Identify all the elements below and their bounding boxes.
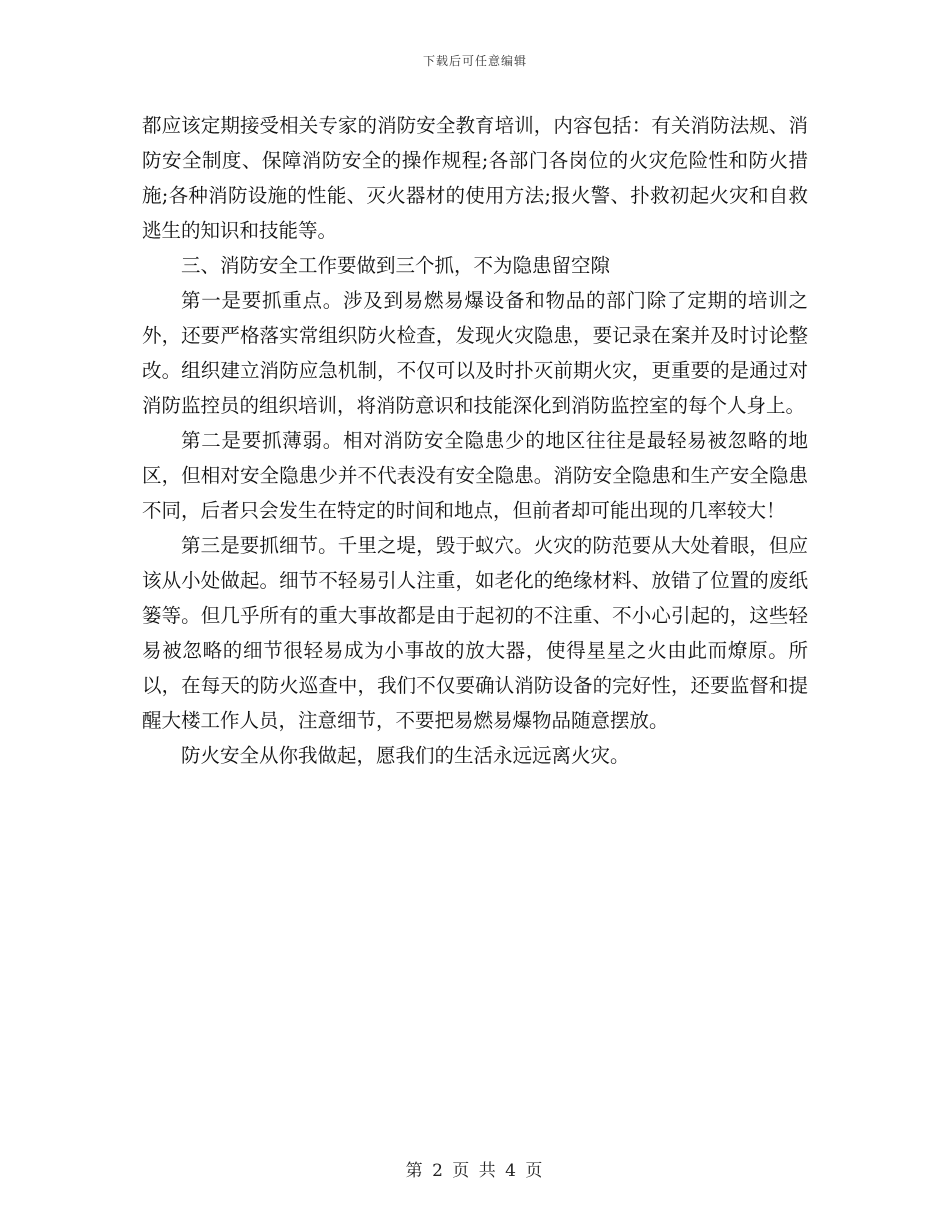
paragraph-grasp-details: 第三是要抓细节。千里之堤，毁于蚁穴。火灾的防范要从大处着眼，但应该从小处做起。细节不轻易引人注重，如老化的绝缘材料、放错了位置的废纸篓等。但几乎所有的重大事故都是由于起初的不注重、不小心引起的，这些轻易被忽略的细节很轻易成为小事故的放大器，使得星星之火由此而燎原。所以，在每天的防火巡查中，我们不仅要确认消防设备的完好性，还要监督和提醒大楼工作人员，注意细节，不要把易燃易爆物品随意摆放。	[142, 534, 808, 732]
paragraph-grasp-key-points: 第一是要抓重点。涉及到易燃易爆设备和物品的部门除了定期的培训之外，还要严格落实常组织防火检查，发现火灾隐患，要记录在案并及时讨论整改。组织建立消防应急机制，不仅可以及时扑灭前期火灾，更重要的是通过对消防监控员的组织培训，将消防意识和技能深化到消防监控室的每个人身上。	[142, 289, 808, 417]
page-header: 下载后可任意编辑	[422, 54, 527, 68]
page-number-footer: 第 2 页 共 4 页	[405, 1161, 545, 1181]
document-body	[142, 108, 808, 773]
paragraph-training-content: 都应该定期接受相关专家的消防安全教育培训，内容包括：有关消防法规、消防安全制度、保障消防安全的操作规程;各部门各岗位的火灾危险性和防火措施;各种消防设施的性能、灭火器材的使用方法;报火警、扑救初起火灾和自救逃生的知识和技能等。	[142, 114, 808, 242]
section-heading-three-grasps: 三、消防安全工作要做到三个抓，不为隐患留空隙	[181, 254, 611, 277]
paragraph-closing: 防火安全从你我做起，愿我们的生活永远远离火灾。	[181, 744, 630, 767]
paragraph-grasp-weak-points: 第二是要抓薄弱。相对消防安全隐患少的地区往往是最轻易被忽略的地区，但相对安全隐患少并不代表没有安全隐患。消防安全隐患和生产安全隐患不同，后者只会发生在特定的时间和地点，但前者却可能出现的几率较大！	[142, 429, 808, 522]
